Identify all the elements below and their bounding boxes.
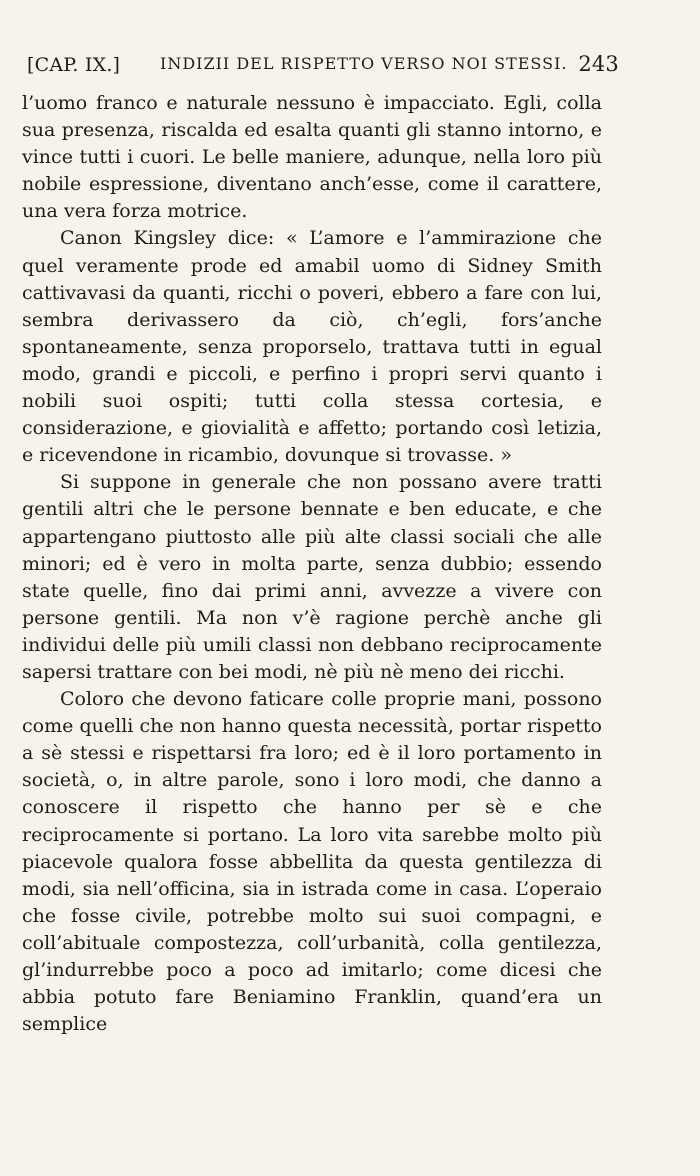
paragraph-2: Canon Kingsley dice: « L’amore e l’ammirazione che quel veramente prode ed amabil uomo di Sidney Smith cattivavasi da quanti, ricchi o poveri, ebbero a fare con lui, sembra derivassero da ciò, ch’egli, fors’anche spontaneamente, senza proporselo, trattava tutti in egual modo, grandi e piccoli, e perfino i propri servi quanto i nobili suoi ospiti; tutti colla stessa cortesia, e considerazione, e giovialità e affetto; portando così letizia, e ricevendone in ricambio, dovunque si trovasse. » (22, 227, 602, 467)
page-number: 243 (578, 52, 619, 76)
paragraph-4: Coloro che devono faticare colle proprie mani, possono come quelli che non hanno questa necessità, portar rispetto a sè stessi e rispettarsi fra loro; ed è il loro portamento in società, o, in altre parole, sono i loro modi, che danno a conoscere il rispetto che hanno per sè e che reciprocamente si portano. La loro vita sarebbe molto più piacevole qualora fosse abbellita da questa gentilezza di modi, sia nell’officina, sia in istrada come in casa. L’operaio che fosse civile, potrebbe molto sui suoi compagni, e coll’abituale compostezza, coll’urbanità, colla gentilezza, gl’indurrebbe poco a poco ad imitarlo; come dicesi che abbia potuto fare Beniamino Franklin, quand’era un semplice (22, 688, 602, 1036)
body-text (22, 90, 602, 1038)
paragraph-1: l’uomo franco e naturale nessuno è impacciato. Egli, colla sua presenza, riscalda ed esalta quanti gli stanno intorno, e vince tutti i cuori. Le belle maniere, adunque, nella loro più nobile espressione, diventano anch’esse, come il carattere, una vera forza motrice. (22, 92, 602, 223)
paragraph-3: Si suppone in generale che non possano avere tratti gentili altri che le persone bennate e ben educate, e che appartengano piuttosto alle più alte classi sociali che alle minori; ed è vero in molta parte, senza dubbio; essendo state quelle, fino dai primi anni, avvezze a vivere con persone gentili. Ma non v’è ragione perchè anche gli individui delle più umili classi non debbano reciprocamente sapersi trattare con bei modi, nè più nè meno dei ricchi. (22, 471, 602, 683)
chapter-label: [CAP. IX.] (27, 54, 121, 76)
running-head (22, 52, 619, 88)
running-title: INDIZII DEL RISPETTO VERSO NOI STESSI. (160, 54, 568, 73)
